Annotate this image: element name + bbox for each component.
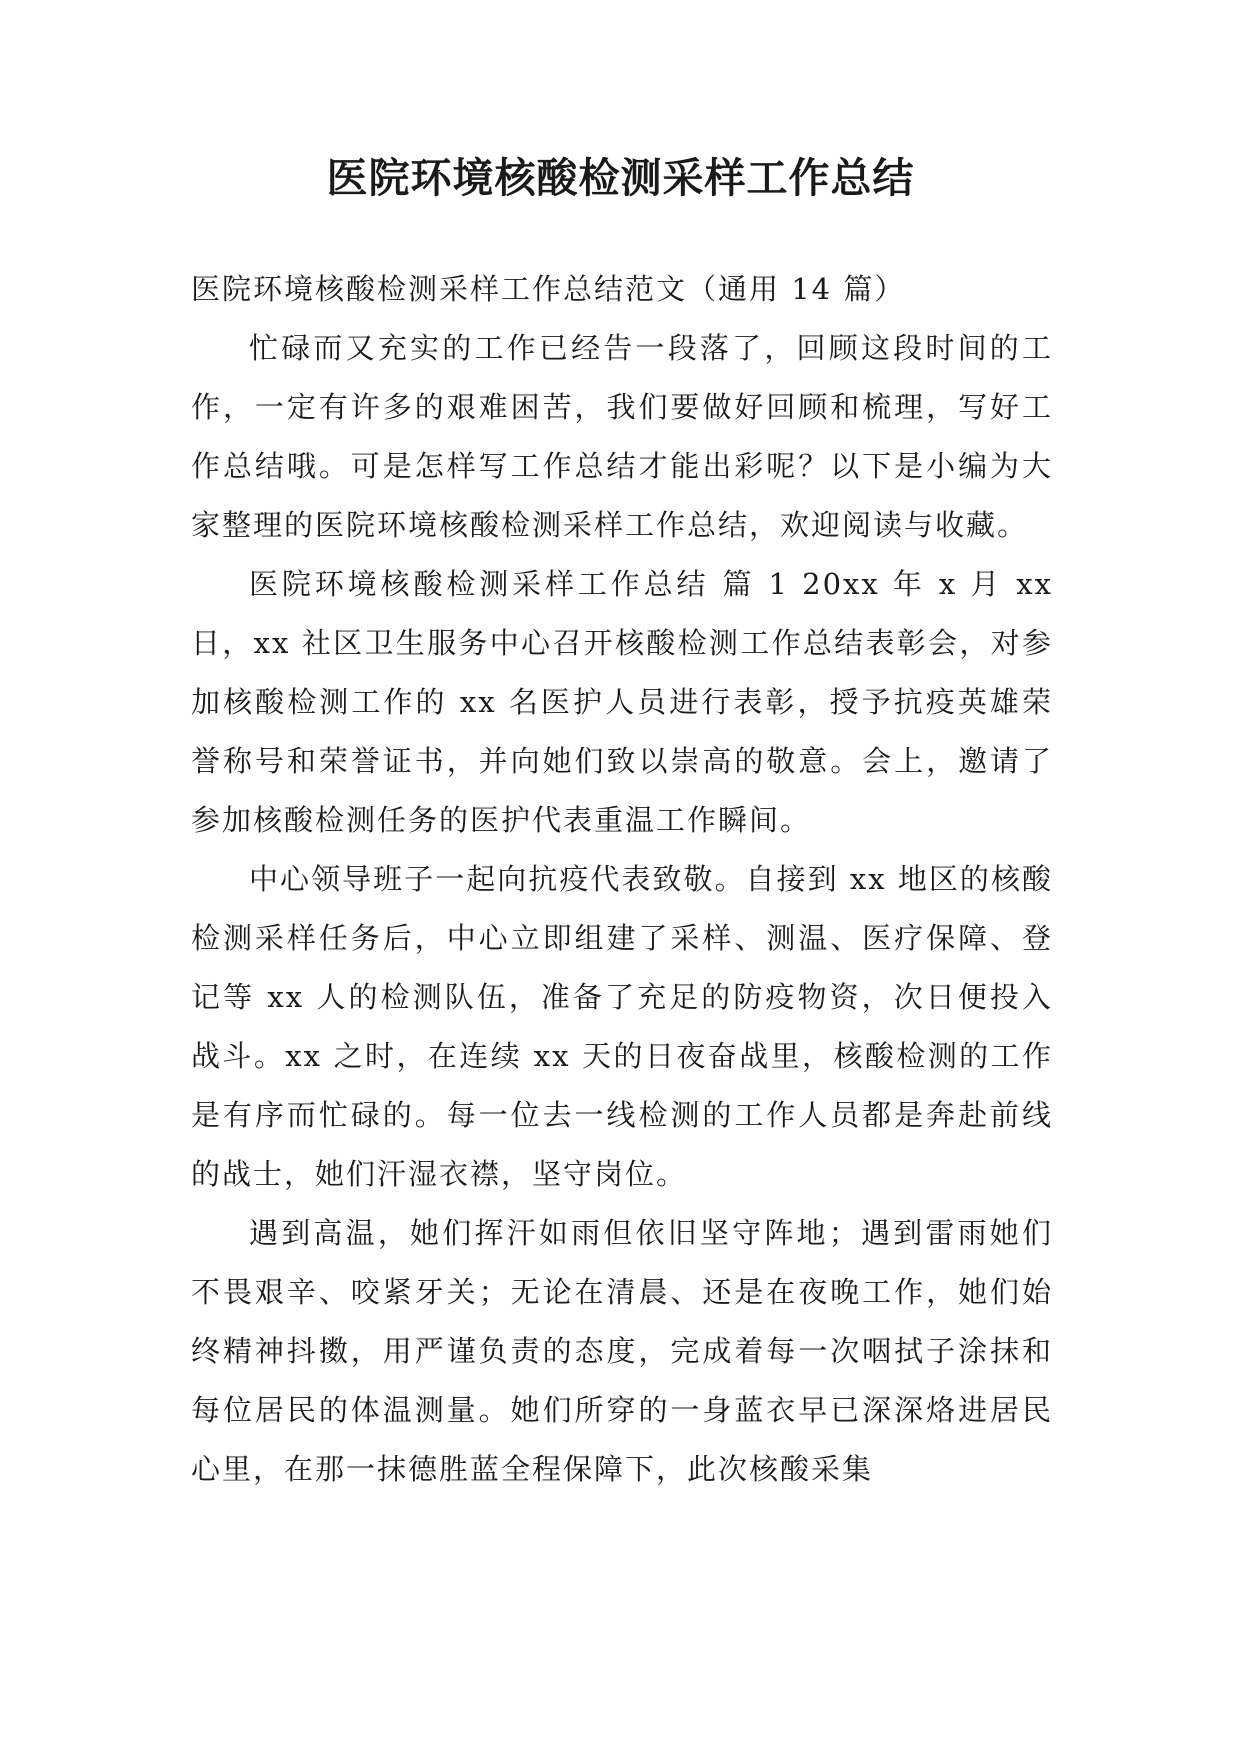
paragraph-leadership: 中心领导班子一起向抗疫代表致敬。自接到 xx 地区的核酸检测采样任务后，中心立即组建了采样、测温、医疗保障、登记等 xx 人的检测队伍，准备了充足的防疫物资，次日便投入战斗。xx 之时，在连续 xx 天的日夜奋战里，核酸检测的工作是有序而忙碌的。每一位去一线检测的工作人员都是奔赴前线的战士，她们汗湿衣襟，坚守岗位。 — [191, 862, 1053, 1191]
document-body — [191, 260, 1053, 1499]
document-subtitle: 医院环境核酸检测采样工作总结范文（通用 14 篇） — [191, 272, 906, 306]
document-title: 医院环境核酸检测采样工作总结 — [326, 154, 915, 202]
paragraph-section-1: 医院环境核酸检测采样工作总结 篇 1 20xx 年 x 月 xx 日，xx 社区卫生服务中心召开核酸检测工作总结表彰会，对参加核酸检测工作的 xx 名医护人员进行表彰，授予抗疫英雄荣誉称号和荣誉证书，并向她们致以崇高的敬意。会上，邀请了参加核酸检测任务的医护代表重温工作瞬间。 — [191, 567, 1053, 837]
paragraph-perseverance: 遇到高温，她们挥汗如雨但依旧坚守阵地；遇到雷雨她们不畏艰辛、咬紧牙关；无论在清晨、还是在夜晚工作，她们始终精神抖擞，用严谨负责的态度，完成着每一次咽拭子涂抹和每位居民的体温测量。她们所穿的一身蓝衣早已深深烙进居民心里，在那一抹德胜蓝全程保障下，此次核酸采集 — [191, 1216, 1053, 1486]
paragraph-intro: 忙碌而又充实的工作已经告一段落了，回顾这段时间的工作，一定有许多的艰难困苦，我们要做好回顾和梳理，写好工作总结哦。可是怎样写工作总结才能出彩呢？以下是小编为大家整理的医院环境核酸检测采样工作总结，欢迎阅读与收藏。 — [191, 331, 1053, 542]
